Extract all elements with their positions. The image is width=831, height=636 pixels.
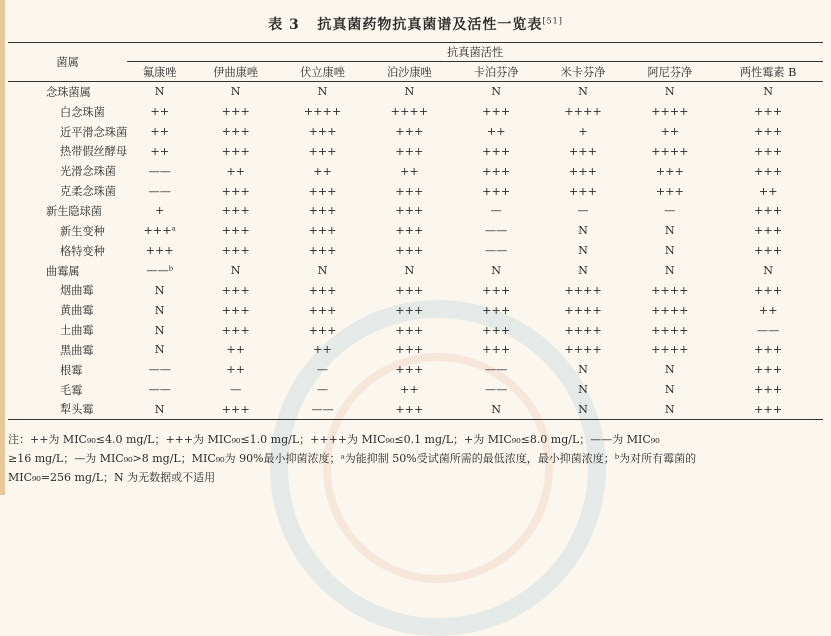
activity-cell: N — [154, 343, 165, 357]
activity-cell: +++ — [482, 303, 511, 317]
table-row — [8, 201, 823, 221]
activity-cell: ++ — [150, 144, 170, 158]
antifungal-activity-table — [8, 42, 823, 420]
activity-cell: +++ — [221, 184, 250, 198]
table-row — [8, 181, 823, 201]
activity-cell: ++++ — [564, 303, 602, 317]
activity-cell: +++ — [754, 283, 783, 297]
activity-cell: +++ — [308, 144, 337, 158]
activity-cell: —— — [148, 383, 171, 397]
activity-cell: N — [664, 383, 675, 397]
activity-cell: +++ — [221, 402, 250, 416]
activity-cell: N — [664, 224, 675, 238]
activity-cell: N — [154, 323, 165, 337]
row-genus-name: 格特变种 — [60, 244, 105, 258]
row-genus-name: 近平滑念珠菌 — [60, 125, 128, 139]
activity-cell: N — [578, 224, 588, 238]
row-genus-name: 光滑念珠菌 — [60, 165, 116, 179]
table-row — [8, 161, 823, 181]
activity-cell: +++ — [482, 283, 511, 297]
table-row — [8, 300, 823, 320]
activity-cell: N — [578, 363, 588, 377]
activity-cell: ++++ — [564, 343, 602, 357]
activity-cell: +++ — [754, 224, 783, 238]
activity-cell: + — [578, 125, 588, 139]
row-genus-name: 犁头霉 — [60, 403, 94, 417]
activity-cell: +++ — [221, 125, 250, 139]
activity-cell: +++ — [308, 184, 337, 198]
row-genus-name: 根霉 — [60, 363, 83, 377]
activity-cell: ++++ — [390, 105, 429, 119]
activity-cell: +++ — [754, 363, 783, 377]
activity-cell: +++ — [221, 303, 250, 317]
activity-cell: —— — [148, 184, 171, 198]
activity-cell: N — [664, 85, 675, 99]
activity-cell: N — [664, 264, 675, 278]
activity-cell: +++ᵃ — [143, 224, 176, 238]
activity-cell: N — [664, 244, 675, 258]
activity-cell: +++ — [145, 244, 174, 258]
activity-cell: +++ — [308, 283, 337, 297]
table-row — [8, 320, 823, 340]
activity-cell: — — [490, 204, 502, 218]
activity-cell: +++ — [482, 343, 511, 357]
activity-cell: ++++ — [564, 105, 602, 119]
activity-cell: +++ — [221, 244, 250, 258]
row-genus-name: 土曲霉 — [60, 324, 94, 338]
activity-cell: ++++ — [651, 323, 689, 337]
activity-cell: —— — [484, 224, 508, 238]
activity-cell: N — [154, 283, 165, 297]
table-row — [8, 400, 823, 420]
activity-cell: — — [230, 383, 242, 397]
page-edge-strip — [0, 0, 5, 495]
activity-cell: —— — [484, 363, 508, 377]
table-footnote — [8, 430, 823, 487]
table-body — [8, 82, 823, 420]
activity-cell: +++ — [395, 125, 424, 139]
row-genus-name: 白念珠菌 — [60, 105, 105, 119]
activity-cell: N — [230, 264, 241, 278]
activity-cell: +++ — [754, 164, 783, 178]
activity-cell: —— — [148, 164, 171, 178]
activity-cell: +++ — [308, 224, 337, 238]
activity-cell: +++ — [308, 125, 337, 139]
activity-cell: —— — [311, 402, 334, 416]
drug-header: 氟康唑 — [142, 65, 177, 79]
activity-cell: N — [664, 363, 675, 377]
activity-cell: —— — [484, 244, 508, 258]
activity-cell: ++++ — [651, 283, 689, 297]
table-row — [8, 261, 823, 281]
row-genus-name: 毛霉 — [60, 383, 83, 397]
activity-cell: N — [578, 244, 588, 258]
activity-cell: ++ — [226, 343, 246, 357]
activity-cell: +++ — [754, 402, 783, 416]
activity-cell: ——ᵇ — [146, 264, 174, 278]
activity-cell: +++ — [308, 244, 337, 258]
table-row — [8, 360, 823, 380]
activity-cell: +++ — [395, 323, 424, 337]
table-title — [0, 14, 831, 34]
activity-cell: +++ — [395, 343, 424, 357]
activity-cell: ++++ — [303, 105, 342, 119]
row-genus-name: 黄曲霉 — [60, 304, 94, 318]
drug-header: 阿尼芬净 — [647, 65, 693, 79]
activity-cell: ++ — [758, 184, 778, 198]
activity-cell: ++++ — [651, 303, 689, 317]
table-row — [8, 122, 823, 142]
activity-cell: +++ — [482, 164, 511, 178]
activity-cell: — — [664, 204, 676, 218]
row-genus-name: 烟曲霉 — [60, 284, 94, 298]
activity-cell: N — [154, 402, 165, 416]
activity-cell: +++ — [395, 303, 424, 317]
row-genus-name: 克柔念珠菌 — [60, 185, 116, 199]
activity-cell: +++ — [395, 283, 424, 297]
activity-cell: ++ — [226, 164, 246, 178]
drug-header: 伊曲康唑 — [213, 65, 259, 79]
activity-cell: N — [404, 264, 415, 278]
footnote-line: ≥16 mg/L；—为 MIC₉₀>8 mg/L；MIC₉₀为 90%最小抑菌浓度；ᵃ为能抑制 50%受试菌所需的最低浓度，最小抑菌浓度；ᵇ为对所有霉菌的 — [8, 452, 697, 465]
drug-header: 两性霉素 B — [739, 65, 797, 79]
activity-cell: ++++ — [564, 323, 602, 337]
table-row — [8, 142, 823, 162]
activity-cell: +++ — [221, 204, 250, 218]
activity-cell: N — [230, 85, 241, 99]
table-row — [8, 241, 823, 261]
activity-cell: N — [491, 85, 502, 99]
activity-cell: ++ — [150, 105, 170, 119]
activity-cell: +++ — [395, 184, 424, 198]
activity-cell: +++ — [568, 144, 598, 158]
row-genus-name: 热带假丝酵母 — [60, 145, 128, 159]
activity-cell: +++ — [395, 363, 424, 377]
activity-cell: ++ — [486, 125, 506, 139]
activity-cell: N — [578, 383, 588, 397]
activity-cell: +++ — [308, 204, 337, 218]
drug-header: 米卡芬净 — [560, 65, 606, 79]
activity-cell: +++ — [754, 343, 783, 357]
activity-cell: +++ — [568, 184, 598, 198]
row-genus-name: 念珠菌属 — [46, 85, 91, 99]
activity-cell: ++ — [313, 343, 332, 357]
activity-cell: +++ — [568, 164, 598, 178]
activity-cell: — — [316, 383, 329, 397]
activity-cell: N — [491, 402, 502, 416]
table-row — [8, 82, 823, 102]
activity-cell: +++ — [395, 144, 424, 158]
table-row — [8, 221, 823, 241]
drug-header: 伏立康唑 — [300, 65, 345, 79]
activity-cell: +++ — [221, 105, 250, 119]
activity-cell: + — [155, 204, 165, 218]
activity-cell: +++ — [655, 184, 684, 198]
activity-cell: N — [154, 303, 165, 317]
activity-cell: +++ — [221, 144, 250, 158]
activity-cell: N — [491, 264, 502, 278]
table-row — [8, 280, 823, 300]
activity-cell: ++ — [226, 363, 246, 377]
activity-cell: —— — [484, 383, 508, 397]
row-genus-name: 新生变种 — [60, 224, 105, 238]
activity-cell: +++ — [395, 244, 424, 258]
activity-cell: ++++ — [564, 283, 602, 297]
activity-cell: +++ — [754, 244, 783, 258]
table-number: 表 3 — [268, 17, 300, 33]
activity-cell: — — [316, 363, 329, 377]
footnote-line: MIC₉₀=256 mg/L；N 为无数据或不适用 — [8, 471, 216, 484]
row-genus-name: 黑曲霉 — [60, 343, 94, 357]
activity-cell: N — [317, 264, 328, 278]
activity-cell: N — [763, 85, 774, 99]
activity-cell: ++++ — [651, 105, 689, 119]
table-row — [8, 380, 823, 400]
activity-cell: N — [578, 264, 588, 278]
activity-cell: +++ — [482, 184, 511, 198]
activity-cell: +++ — [754, 204, 783, 218]
footnote-line: 注：++为 MIC₉₀≤4.0 mg/L；+++为 MIC₉₀≤1.0 mg/L；++++为 MIC₉₀≤0.1 mg/L；+为 MIC₉₀≤8.0 mg/L；——为 MIC₉₀ — [8, 433, 660, 446]
activity-group-header: 抗真菌活性 — [127, 43, 823, 62]
activity-cell: N — [317, 85, 328, 99]
activity-cell: +++ — [308, 323, 337, 337]
activity-cell: +++ — [754, 105, 783, 119]
activity-cell: +++ — [395, 224, 424, 238]
activity-cell: +++ — [395, 204, 424, 218]
reference-marker: [51] — [542, 16, 563, 26]
row-genus-name: 新生隐球菌 — [46, 204, 102, 218]
activity-cell: ++ — [399, 383, 419, 397]
activity-cell: ++ — [758, 303, 778, 317]
activity-cell: ++ — [399, 164, 419, 178]
activity-cell: ++ — [150, 125, 170, 139]
row-genus-name: 曲霉属 — [46, 264, 80, 278]
activity-cell: N — [664, 402, 675, 416]
activity-cell: +++ — [754, 383, 783, 397]
table-title-text: 抗真菌药物抗真菌谱及活性一览表 — [317, 17, 543, 33]
activity-cell: —— — [148, 363, 171, 377]
activity-cell: +++ — [308, 303, 337, 317]
activity-cell: +++ — [754, 144, 783, 158]
activity-cell: ++ — [660, 125, 680, 139]
activity-cell: — — [577, 204, 589, 218]
activity-cell: N — [578, 402, 588, 416]
drug-header: 卡泊芬净 — [473, 65, 519, 79]
activity-cell: +++ — [221, 323, 250, 337]
activity-cell: +++ — [754, 125, 783, 139]
activity-cell: N — [404, 85, 415, 99]
table-row — [8, 340, 823, 360]
activity-cell: N — [763, 264, 774, 278]
activity-cell: ++ — [313, 164, 332, 178]
activity-cell: +++ — [221, 224, 250, 238]
activity-cell: +++ — [221, 283, 250, 297]
table-row — [8, 102, 823, 122]
activity-cell: +++ — [482, 323, 511, 337]
activity-cell: +++ — [655, 164, 684, 178]
drug-header: 泊沙康唑 — [386, 65, 432, 79]
activity-cell: +++ — [395, 402, 424, 416]
activity-cell: N — [578, 85, 588, 99]
activity-cell: ++++ — [651, 343, 689, 357]
genus-header: 菌属 — [56, 56, 79, 69]
activity-cell: —— — [756, 323, 780, 337]
activity-cell: +++ — [482, 105, 511, 119]
activity-cell: ++++ — [651, 144, 689, 158]
activity-cell: +++ — [482, 144, 511, 158]
activity-cell: N — [154, 85, 165, 99]
